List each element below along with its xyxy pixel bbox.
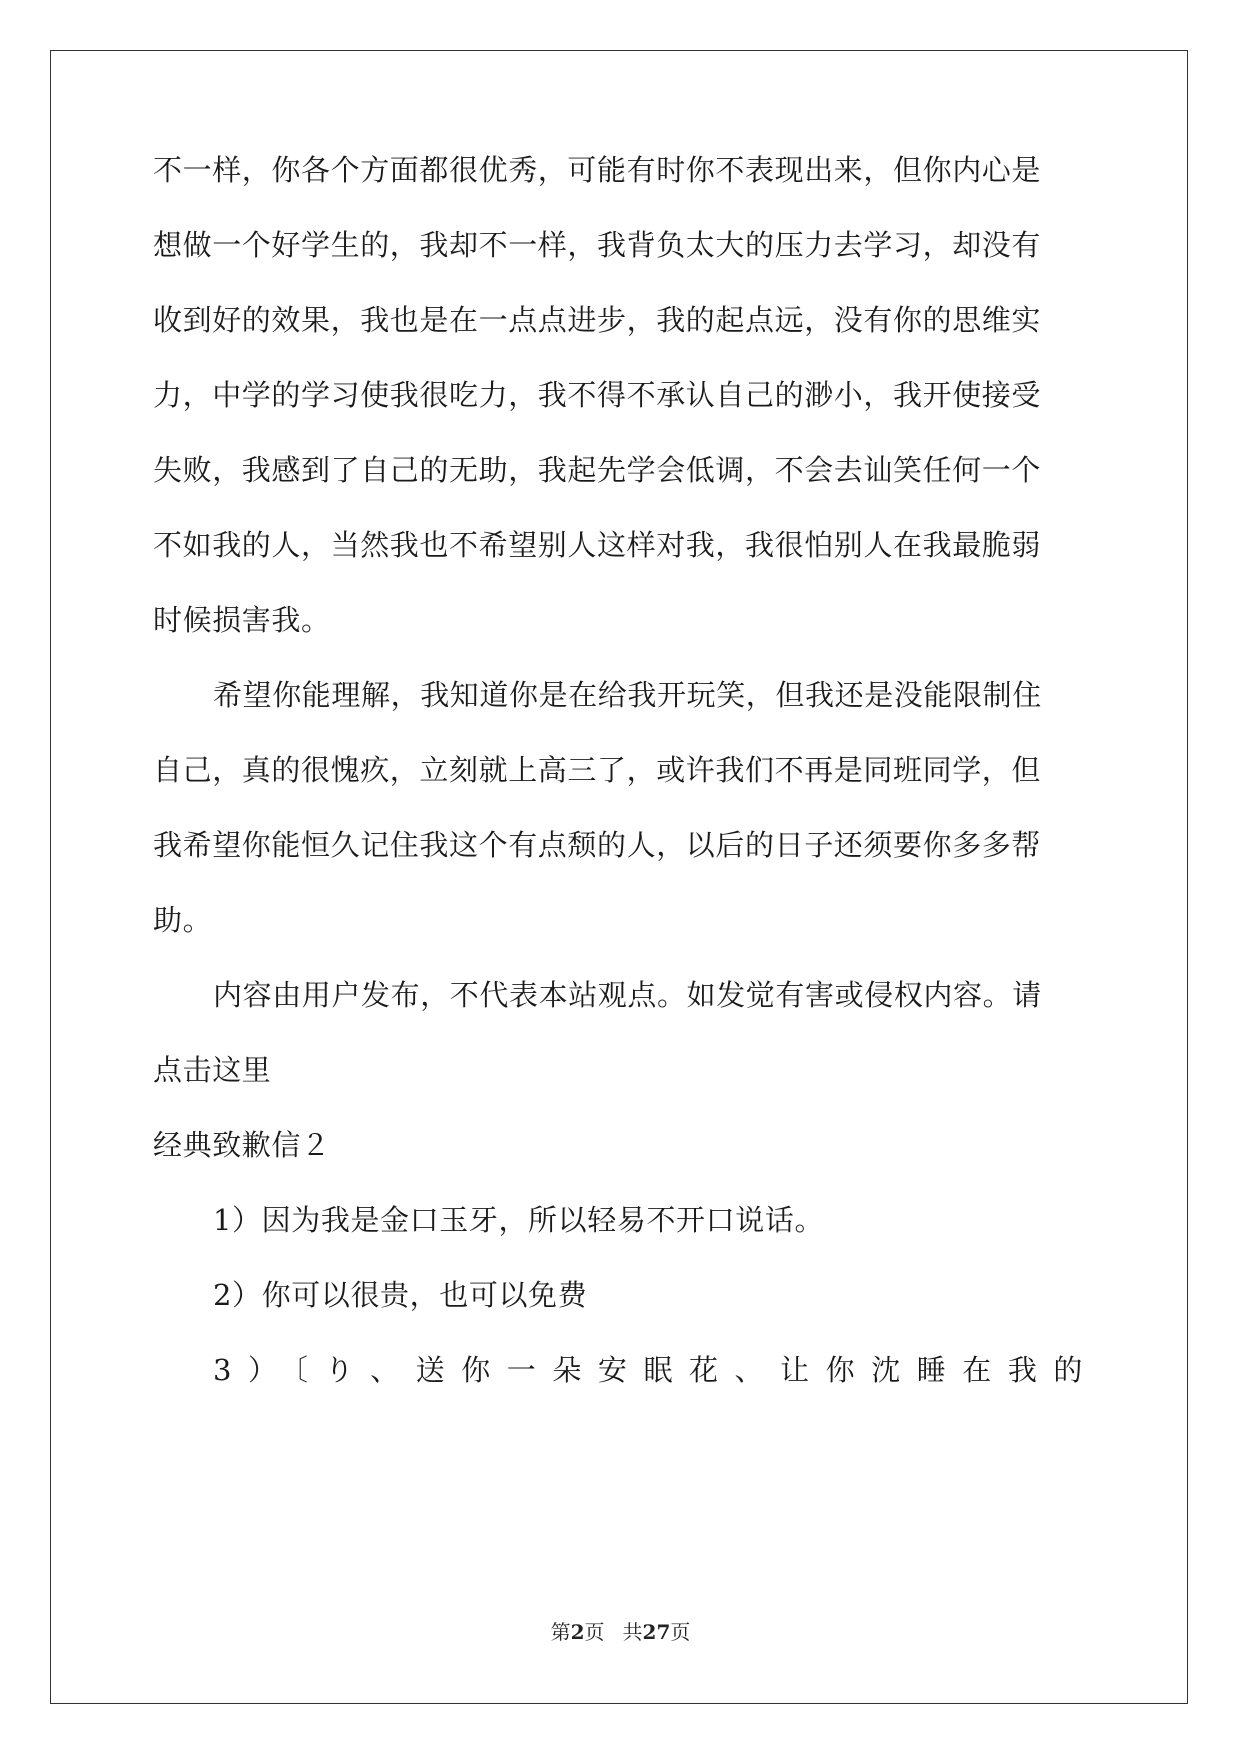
click-here-link[interactable]: 点击这里 bbox=[153, 1053, 272, 1087]
disclaimer-line: 内容由用户发布，不代表本站观点。如发觉有害或侵权内容。请 bbox=[213, 978, 1042, 1012]
body-line: 助。 bbox=[153, 903, 213, 937]
footer-page-prefix: 第 bbox=[550, 1620, 571, 1644]
footer-page-suffix: 页 bbox=[584, 1620, 605, 1644]
body-line: 不如我的人，当然我也不希望别人这样对我，我很怕别人在我最脆弱 bbox=[153, 528, 1042, 562]
body-line: 力，中学的学习使我很吃力，我不得不承认自己的渺小，我开使接受 bbox=[153, 378, 1042, 412]
footer-total-pages: 27 bbox=[642, 1620, 671, 1644]
section-heading: 经典致歉信２ bbox=[153, 1128, 331, 1162]
body-line: 自己，真的很愧疚，立刻就上高三了，或许我们不再是同班同学，但 bbox=[153, 753, 1042, 787]
paragraph-first-line: 希望你能理解，我知道你是在给我开玩笑，但我还是没能限制住 bbox=[213, 678, 1042, 712]
list-item: 3）〔り、送你一朵安眠花、让你沈睡在我的 bbox=[213, 1353, 1083, 1387]
footer-total-suffix: 页 bbox=[670, 1620, 691, 1644]
body-line: 想做一个好学生的，我却不一样，我背负太大的压力去学习，却没有 bbox=[153, 228, 1042, 262]
footer-page-number: 2 bbox=[570, 1620, 585, 1644]
footer-total-prefix: 共 bbox=[622, 1620, 643, 1644]
body-line: 不一样，你各个方面都很优秀，可能有时你不表现出来，但你内心是 bbox=[153, 153, 1042, 187]
body-line: 时候损害我。 bbox=[153, 603, 331, 637]
body-line: 收到好的效果，我也是在一点点进步，我的起点远，没有你的思维实 bbox=[153, 303, 1042, 337]
list-item: 1）因为我是金口玉牙，所以轻易不开口说话。 bbox=[213, 1203, 825, 1237]
body-line: 我希望你能恒久记住我这个有点颓的人，以后的日子还须要你多多帮 bbox=[153, 828, 1042, 862]
page-border bbox=[50, 50, 1188, 1704]
body-line: 失败，我感到了自己的无助，我起先学会低调，不会去讪笑任何一个 bbox=[153, 453, 1042, 487]
list-item: 2）你可以很贵，也可以免费 bbox=[213, 1278, 588, 1312]
page-footer bbox=[0, 1619, 1241, 1645]
